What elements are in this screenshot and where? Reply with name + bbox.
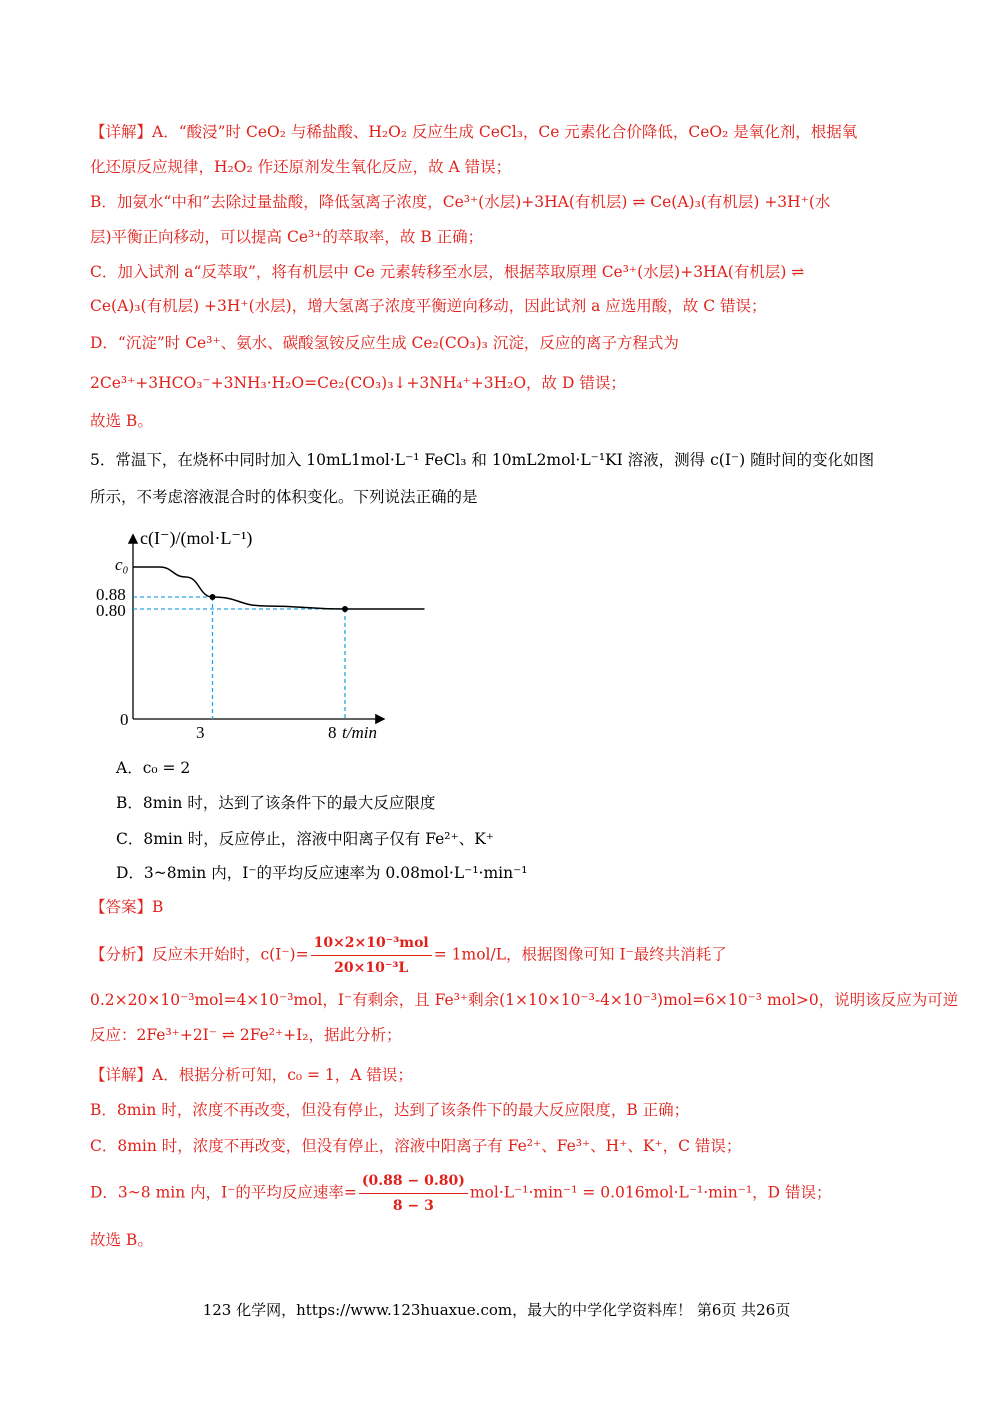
analysis-fraction-num: 10×2×10⁻³mol — [311, 932, 432, 956]
explain2-a: 【详解】A．根据分析可知，c₀ = 1，A 错误； — [90, 1066, 413, 1084]
explain-line-3: B．加氨水“中和”去除过量盐酸，降低氢离子浓度，Ce³⁺(水层)+3HA(有机层) ⇌ Ce(A)₃(有机层) +3H⁺(水 — [90, 193, 831, 211]
concentration-curve — [133, 567, 425, 609]
explain-line-8: 2Ce³⁺+3HCO₃⁻+3NH₃·H₂O=Ce₂(CO₃)₃↓+3NH₄⁺+3H₂O，故 D 错误； — [90, 374, 626, 392]
rate-fraction-den: 8 − 3 — [392, 1198, 434, 1214]
analysis-fraction — [311, 932, 432, 979]
data-point-0 — [210, 594, 216, 600]
origin-label: 0 — [120, 710, 129, 729]
explain2-d-prefix: D．3~8 min 内，I⁻的平均反应速率= — [90, 1183, 357, 1202]
explain-line-7: D．“沉淀”时 Ce³⁺、氨水、碳酸氢铵反应生成 Ce₂(CO₃)₃ 沉淀，反应的离子方程式为 — [90, 334, 679, 352]
analysis-suffix: = 1mol/L，根据图像可知 I⁻最终共消耗了 — [433, 945, 727, 964]
y-tick-c0: c₀ — [115, 555, 129, 574]
explain2-d-suffix: mol·L⁻¹·min⁻¹ = 0.016mol·L⁻¹·min⁻¹，D 错误； — [469, 1183, 832, 1202]
explain2-c: C．8min 时，浓度不再改变，但没有停止，溶液中阳离子有 Fe²⁺、Fe³⁺、H⁺、K⁺，C 错误； — [90, 1137, 742, 1155]
dashed-guides — [133, 597, 345, 719]
option-c: C．8min 时，反应停止，溶液中阳离子仅有 Fe²⁺、K⁺ — [116, 830, 494, 848]
explain-line-6: Ce(A)₃(有机层) +3H⁺(水层)，增大氢离子浓度平衡逆向移动，因此试剂 a 应选用酸，故 C 错误； — [90, 297, 767, 315]
analysis-line-3: 反应：2Fe³⁺+2I⁻ ⇌ 2Fe²⁺+I₂，据此分析； — [90, 1026, 402, 1044]
explain2-end: 故选 B。 — [90, 1231, 153, 1249]
explain2-d — [90, 1170, 832, 1217]
rate-fraction — [359, 1170, 468, 1217]
x-tick-3: 3 — [196, 723, 205, 742]
data-point-1 — [342, 606, 348, 612]
analysis-line-2: 0.2×20×10⁻³mol=4×10⁻³mol，I⁻有剩余，且 Fe³⁺剩余(1×10×10⁻³-4×10⁻³)mol=6×10⁻³ mol>0，说明该反应为可逆 — [90, 991, 959, 1009]
rate-fraction-num: (0.88 − 0.80) — [359, 1170, 468, 1194]
concentration-time-graph — [96, 522, 410, 747]
analysis-fraction-den: 20×10⁻³L — [334, 960, 409, 976]
analysis-prefix: 【分析】反应未开始时，c(I⁻)= — [90, 945, 309, 964]
explain-line-5: C．加入试剂 a“反萃取”，将有机层中 Ce 元素转移至水层，根据萃取原理 Ce³⁺(水层)+3HA(有机层) ⇌ — [90, 263, 805, 281]
x-tick-8: 8 — [328, 723, 337, 742]
option-b: B．8min 时，达到了该条件下的最大反应限度 — [116, 794, 436, 812]
y-tick-080: 0.80 — [96, 601, 126, 620]
x-axis-label: t/min — [342, 723, 377, 742]
explain2-b: B．8min 时，浓度不再改变，但没有停止，达到了该条件下的最大反应限度，B 正确； — [90, 1101, 690, 1119]
question-line-1: 5．常温下，在烧杯中同时加入 10mL1mol·L⁻¹ FeCl₃ 和 10mL2mol·L⁻¹KI 溶液，测得 c(I⁻) 随时间的变化如图 — [90, 451, 875, 469]
analysis-line-1 — [90, 932, 727, 979]
y-tick-088: 0.88 — [96, 585, 126, 604]
option-a: A．c₀ = 2 — [116, 759, 191, 777]
page-footer: 123 化学网，https://www.123huaxue.com，最大的中学化学资料库！ 第6页 共26页 — [202, 1301, 791, 1319]
explain-line-9: 故选 B。 — [90, 412, 153, 430]
option-d: D．3~8min 内，I⁻的平均反应速率为 0.08mol·L⁻¹·min⁻¹ — [116, 864, 528, 882]
explain-line-4: 层)平衡正向移动，可以提高 Ce³⁺的萃取率，故 B 正确； — [90, 228, 484, 246]
explain-line-2: 化还原反应规律，H₂O₂ 作还原剂发生氧化反应，故 A 错误； — [90, 158, 512, 176]
answer: 【答案】B — [90, 898, 164, 916]
explain-line-1: 【详解】A．“酸浸”时 CeO₂ 与稀盐酸、H₂O₂ 反应生成 CeCl₃，Ce 元素化合价降低，CeO₂ 是氧化剂，根据氧 — [90, 123, 858, 141]
question-line-2: 所示，不考虑溶液混合时的体积变化。下列说法正确的是 — [90, 488, 478, 506]
y-axis-label: c(I⁻)/(mol·L⁻¹) — [140, 528, 253, 548]
